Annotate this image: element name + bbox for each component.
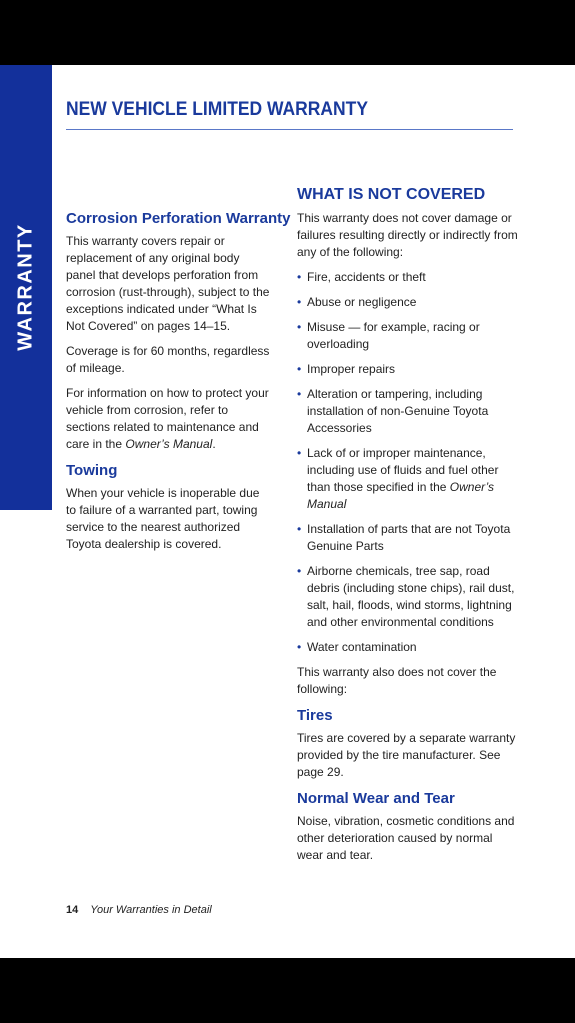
bullet-icon: •: [297, 640, 302, 654]
list-item-text: Misuse — for example, racing or overloading: [307, 320, 480, 351]
left-column: [66, 209, 291, 561]
not-covered-heading: WHAT IS NOT COVERED: [297, 186, 486, 203]
side-tab-label: WARRANTY: [14, 223, 37, 351]
bullet-icon: •: [297, 362, 302, 376]
bullet-icon: •: [297, 270, 302, 284]
corrosion-p3-text: For information on how to protect your vehicle from corrosion, refer to sections related to maintenance and care in the: [66, 386, 269, 451]
list-item: [297, 445, 519, 513]
list-item-text: Improper repairs: [307, 362, 396, 376]
corrosion-p3-end: .: [212, 437, 216, 451]
wear-and-tear-heading: Normal Wear and Tear: [297, 790, 455, 807]
owners-manual-reference: Owner’s Manual: [125, 437, 213, 451]
bullet-icon: •: [297, 522, 302, 536]
owners-manual-reference: Owner’s Manual: [307, 480, 495, 511]
list-item: [297, 294, 519, 311]
document-page: [0, 65, 575, 958]
bullet-icon: •: [297, 320, 302, 334]
corrosion-heading: Corrosion Perforation Warranty: [66, 210, 291, 227]
not-covered-list: [297, 269, 519, 656]
footer-text: Your Warranties in Detail: [90, 904, 212, 916]
list-item: [297, 521, 519, 555]
list-item: [297, 639, 519, 656]
list-item-text: Alteration or tampering, including installation of non-Genuine Toyota Accessories: [307, 387, 489, 435]
page-title: NEW VEHICLE LIMITED WARRANTY: [66, 99, 369, 120]
title-divider: [66, 129, 513, 130]
bullet-icon: •: [297, 295, 302, 309]
bullet-icon: •: [297, 564, 302, 578]
corrosion-paragraph-3: [66, 385, 271, 453]
bullet-icon: •: [297, 446, 302, 460]
list-item-text: Airborne chemicals, tree sap, road debris (including stone chips), rail dust, salt, hail, floods, wind storms, lightning and other environmental conditions: [307, 564, 515, 629]
list-item-text: Installation of parts that are not Toyota Genuine Parts: [307, 522, 511, 553]
list-item: [297, 361, 519, 378]
page-number: 14: [66, 904, 79, 916]
towing-paragraph: When your vehicle is inoperable due to failure of a warranted part, towing service to the nearest authorized Toyota dealership is covered.: [66, 486, 260, 551]
bullet-icon: •: [297, 387, 302, 401]
list-item-text: Water contamination: [307, 640, 417, 654]
list-item-text: Lack of or improper maintenance, including use of fluids and fuel other than those specified in the: [307, 446, 499, 494]
list-item: [297, 563, 519, 631]
tires-heading: Tires: [297, 707, 333, 724]
tires-paragraph: Tires are covered by a separate warranty provided by the tire manufacturer. See page 29.: [297, 731, 516, 779]
page-footer: [66, 904, 212, 916]
list-item-text: Abuse or negligence: [307, 295, 417, 309]
list-item: [297, 386, 519, 437]
towing-heading: Towing: [66, 462, 118, 479]
corrosion-paragraph-2: Coverage is for 60 months, regardless of mileage.: [66, 344, 270, 375]
section-side-tab: [0, 65, 52, 510]
list-item-text: Fire, accidents or theft: [307, 270, 426, 284]
list-item: [297, 319, 519, 353]
not-covered-intro: This warranty does not cover damage or failures resulting directly or indirectly from any of the following:: [297, 211, 518, 259]
wear-and-tear-paragraph: Noise, vibration, cosmetic conditions and other deterioration caused by normal wear and tear.: [297, 814, 515, 862]
list-item: [297, 269, 519, 286]
corrosion-paragraph-1: This warranty covers repair or replacement of any original body panel that develops perforation from corrosion (rust-through), subject to the exceptions indicated under “What Is Not Covered” on pages 14–15.: [66, 234, 270, 333]
right-column: [297, 185, 519, 872]
also-not-covered-text: This warranty also does not cover the following:: [297, 665, 497, 696]
